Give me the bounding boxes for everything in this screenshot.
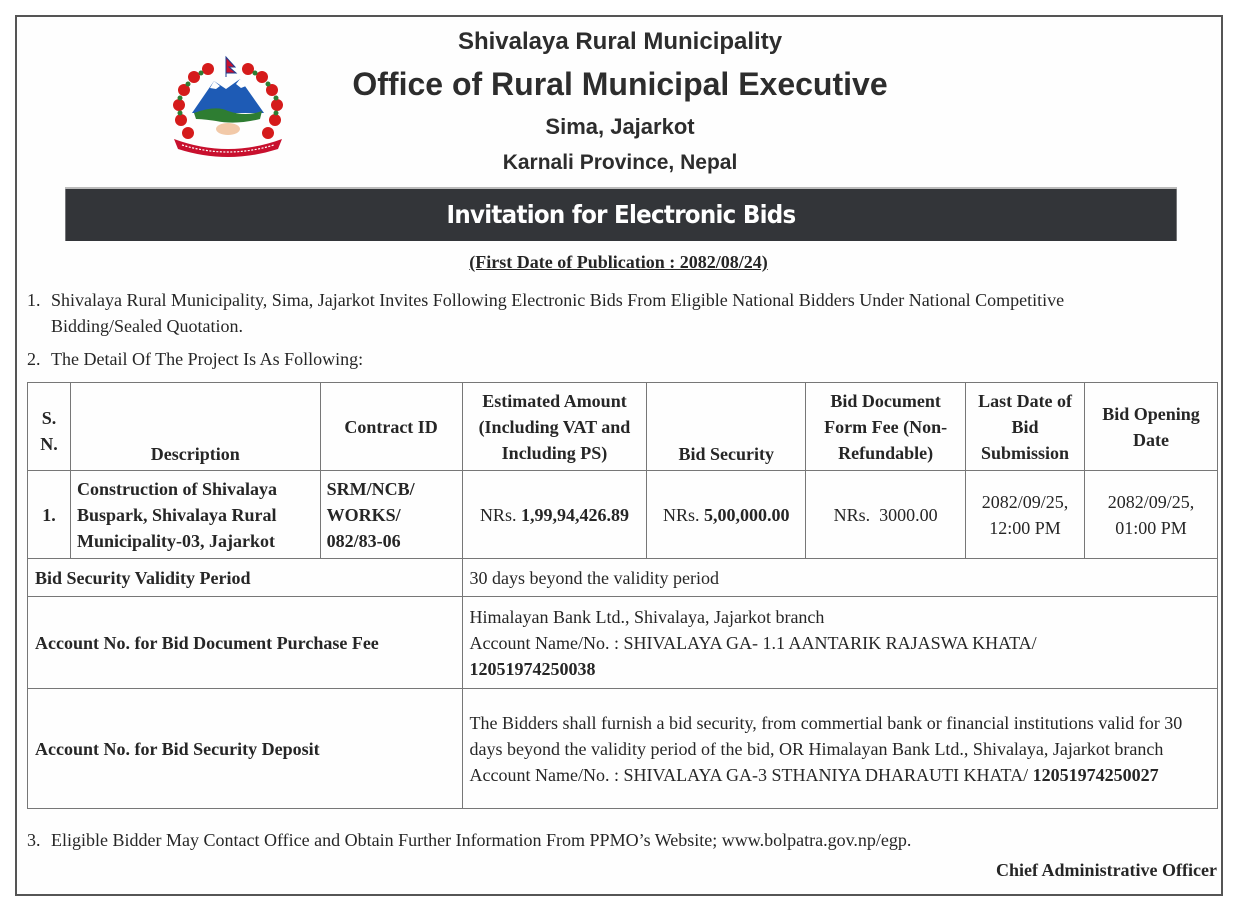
account-name: Account Name/No. : SHIVALAYA GA- 1.1 AANTARIK RAJASWA KHATA/ bbox=[469, 632, 1037, 653]
location: Sima, Jajarkot bbox=[545, 114, 695, 139]
cell-opening-date: 2082/09/25, 01:00 PM bbox=[1085, 471, 1218, 559]
header-last-date: Last Date of Bid Submission bbox=[966, 383, 1085, 471]
amount-value: 1,99,94,426.89 bbox=[520, 504, 629, 525]
paragraph-1 bbox=[27, 287, 1219, 339]
account-number: 12051974250027 bbox=[1032, 764, 1159, 785]
header-estimated-amount: Estimated Amount (Including VAT and Including PS) bbox=[462, 383, 647, 471]
paragraph-text-continued: Bidding/Sealed Quotation. bbox=[51, 316, 243, 336]
purchase-fee-label: Account No. for Bid Document Purchase Fee bbox=[28, 597, 463, 689]
purchase-fee-row bbox=[28, 597, 1218, 689]
cell-bid-security bbox=[647, 471, 806, 559]
office-name: Office of Rural Municipal Executive bbox=[352, 66, 888, 102]
header-form-fee: Bid Document Form Fee (Non-Refundable) bbox=[806, 383, 966, 471]
amount-value: 5,00,000.00 bbox=[704, 504, 790, 525]
validity-value: 30 days beyond the validity period bbox=[462, 559, 1217, 597]
header-bid-security: Bid Security bbox=[647, 383, 806, 471]
nepal-emblem-icon bbox=[166, 55, 290, 161]
publication-date: (First Date of Publication : 2082/08/24) bbox=[469, 252, 768, 272]
cell-last-date: 2082/09/25, 12:00 PM bbox=[966, 471, 1085, 559]
validity-row bbox=[28, 559, 1218, 597]
header-sn: S. N. bbox=[28, 383, 71, 471]
validity-label: Bid Security Validity Period bbox=[28, 559, 463, 597]
signatory-title: Chief Administrative Officer bbox=[996, 860, 1217, 880]
paragraph-number: 2. bbox=[27, 349, 41, 369]
table-header-row bbox=[28, 383, 1218, 471]
bank-name: Himalayan Bank Ltd., Shivalaya, Jajarkot branch bbox=[469, 606, 825, 627]
header-description: Description bbox=[70, 383, 320, 471]
cell-sn: 1. bbox=[28, 471, 71, 559]
municipality-name: Shivalaya Rural Municipality bbox=[457, 28, 783, 55]
cell-form-fee: NRs. 3000.00 bbox=[806, 471, 966, 559]
paragraph-text: The Detail Of The Project Is As Following: bbox=[51, 349, 364, 369]
table-row bbox=[28, 471, 1218, 559]
bid-details-table bbox=[27, 382, 1218, 809]
purchase-fee-details bbox=[462, 597, 1217, 689]
security-deposit-details bbox=[462, 689, 1217, 809]
paragraph-3 bbox=[27, 827, 1219, 853]
paragraph-number: 1. bbox=[27, 290, 41, 310]
paragraph-number: 3. bbox=[27, 830, 41, 850]
security-deposit-label: Account No. for Bid Security Deposit bbox=[28, 689, 463, 809]
cell-contract-id: SRM/NCB/ WORKS/ 082/83-06 bbox=[320, 471, 462, 559]
security-deposit-row bbox=[28, 689, 1218, 809]
province: Karnali Province, Nepal bbox=[502, 151, 738, 174]
paragraph-2 bbox=[27, 346, 1219, 372]
paragraph-text: Eligible Bidder May Contact Office and Obtain Further Information From PPMO’s Website; www.bolpatra.gov.np/egp. bbox=[51, 830, 912, 850]
notice-title-banner: Invitation for Electronic Bids bbox=[65, 187, 1176, 241]
currency-prefix: NRs. bbox=[479, 504, 517, 525]
currency-prefix: NRs. bbox=[663, 504, 700, 525]
cell-estimated-amount bbox=[462, 471, 647, 559]
paragraph-text: Shivalaya Rural Municipality, Sima, Jajarkot Invites Following Electronic Bids From Eligible National Bidders Under National Competitive bbox=[51, 290, 1065, 310]
header-opening-date: Bid Opening Date bbox=[1085, 383, 1218, 471]
header-contract-id: Contract ID bbox=[320, 383, 462, 471]
cell-description: Construction of Shivalaya Buspark, Shivalaya Rural Municipality-03, Jajarkot bbox=[70, 471, 320, 559]
security-deposit-text: The Bidders shall furnish a bid security, from commertial bank or financial institutions valid for 30 days beyond the validity period of the bid, OR Himalayan Bank Ltd., Shivalaya, Jajarkot branch Account Name/No. : SHIVALAYA GA-3 STHANIYA DHARAUTI KHATA/ bbox=[469, 712, 1183, 785]
account-number: 12051974250038 bbox=[469, 658, 596, 679]
